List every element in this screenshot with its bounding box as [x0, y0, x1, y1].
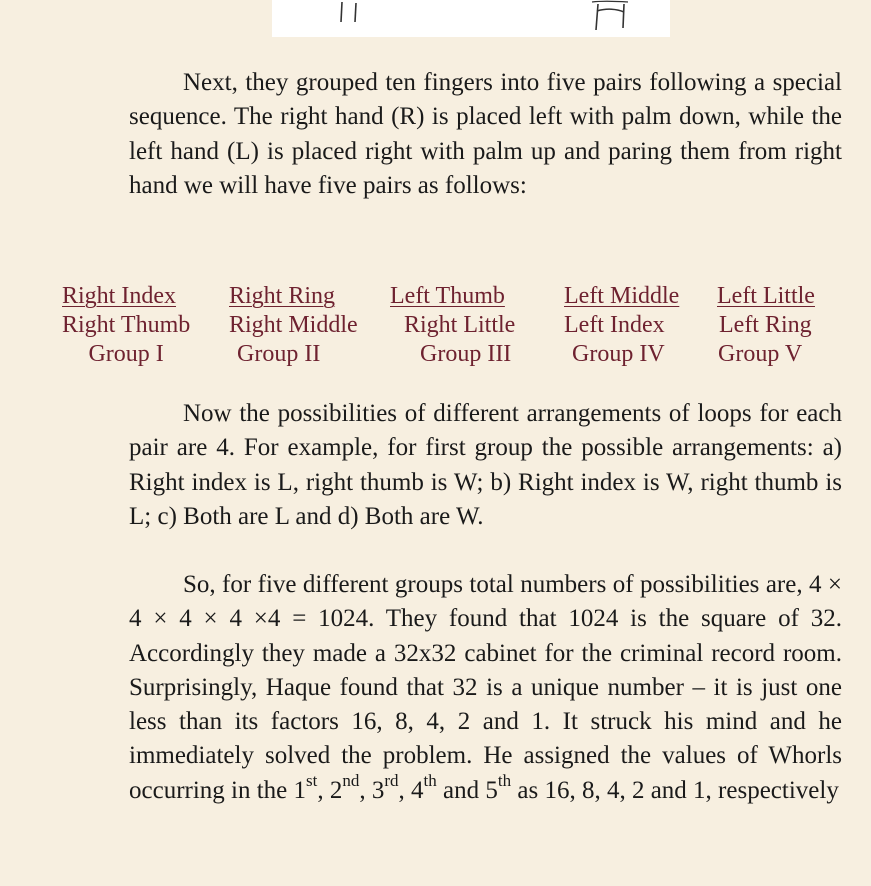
group-4-label: Group IV — [572, 341, 665, 367]
paragraph-text: Now the possibilities of different arrangements of loops for each pair are 4. For example, for first group the possible arrangements: a) Right index is L, right thumb is W; b) Right index is W, right thumb is L; c) Both are L and d) Both are W. — [129, 400, 842, 530]
paragraph-tail: as 16, 8, 4, 2 and 1, respectively — [517, 776, 839, 804]
ordinal-suffix: nd — [342, 771, 360, 791]
ordinal-number: 5 — [485, 776, 498, 804]
ordinal-suffix: rd — [384, 771, 399, 791]
ordinal-5 — [485, 771, 512, 804]
group-column-5 — [717, 282, 815, 369]
ordinal-number: 4 — [411, 776, 424, 804]
group-5-top-finger: Left Little — [717, 283, 815, 309]
paragraph-loop-arrangements — [129, 397, 842, 534]
group-3-label: Group III — [420, 341, 512, 367]
paragraph-text: Next, they grouped ten fingers into five pairs following a special sequence. The right hand (R) is placed left with palm down, while the left hand (L) is placed right with palm up and paring them from right hand we will have five pairs as follows: — [129, 69, 842, 199]
paragraph-finger-grouping — [129, 66, 842, 203]
group-4-top-finger: Left Middle — [564, 283, 680, 309]
group-3-top-finger: Left Thumb — [390, 283, 505, 309]
group-4-bottom-finger: Left Index — [564, 312, 665, 338]
ordinal-3 — [371, 771, 399, 804]
ordinal-number: 2 — [329, 776, 343, 804]
group-column-2 — [229, 282, 358, 369]
group-1-top-finger: Right Index — [62, 283, 176, 309]
group-1-label: Group I — [88, 341, 164, 367]
group-2-top-finger: Right Ring — [229, 283, 336, 309]
ordinal-suffix: th — [497, 771, 512, 791]
group-5-label: Group V — [718, 341, 803, 367]
ordinal-1 — [293, 771, 318, 804]
group-5-bottom-finger: Left Ring — [719, 312, 812, 338]
group-2-bottom-finger: Right Middle — [229, 312, 358, 338]
ordinal-number: 1 — [293, 776, 307, 804]
group-column-1 — [62, 282, 190, 369]
ordinal-4 — [411, 771, 437, 804]
group-1-bottom-finger: Right Thumb — [62, 312, 191, 338]
group-3-bottom-finger: Right Little — [404, 312, 516, 338]
ordinal-suffix: st — [306, 771, 318, 791]
fingerprint-figure-crop — [272, 0, 670, 37]
paragraph-text: So, for five different groups total numbers of possibilities are, 4 × 4 × 4 × 4 ×4 = 1024. They found that 1024 is the square of 32. Accordingly they made a 32x32 cabinet for the criminal record room. Surprisingly, Haque found that 32 is a unique number – it is just one less than its factors 16, 8, 4, 2 and 1. It struck his mind and he immediately solved the problem. He assigned the values of Whorls occurring in the — [129, 571, 842, 804]
group-column-4 — [564, 282, 679, 369]
group-column-3 — [389, 282, 515, 369]
finger-groups-table — [0, 282, 871, 372]
group-2-label: Group II — [237, 341, 321, 367]
ordinal-2 — [329, 771, 360, 804]
ordinal-number: 3 — [371, 776, 385, 804]
ordinal-suffix: th — [423, 771, 437, 791]
paragraph-whorl-values: So, for five different groups total numbers of possibilities are, 4 × 4 × 4 × 4 ×4 = 1024. They found that 1024 is the square of 32. Accordingly they made a 32x32 cabinet for the criminal record room. Surprisingly, Haque found that 32 is a unique number – it is just one less than its factors 16, 8, 4, 2 and 1. It struck his mind and he immediately solved the problem. He assigned the values of Whorls occurring in the 1st, 2nd, 3rd, 4th and 5th as 16, 8, 4, 2 and 1, respectively — [129, 571, 842, 804]
hand-sketch-fragment — [272, 0, 670, 37]
